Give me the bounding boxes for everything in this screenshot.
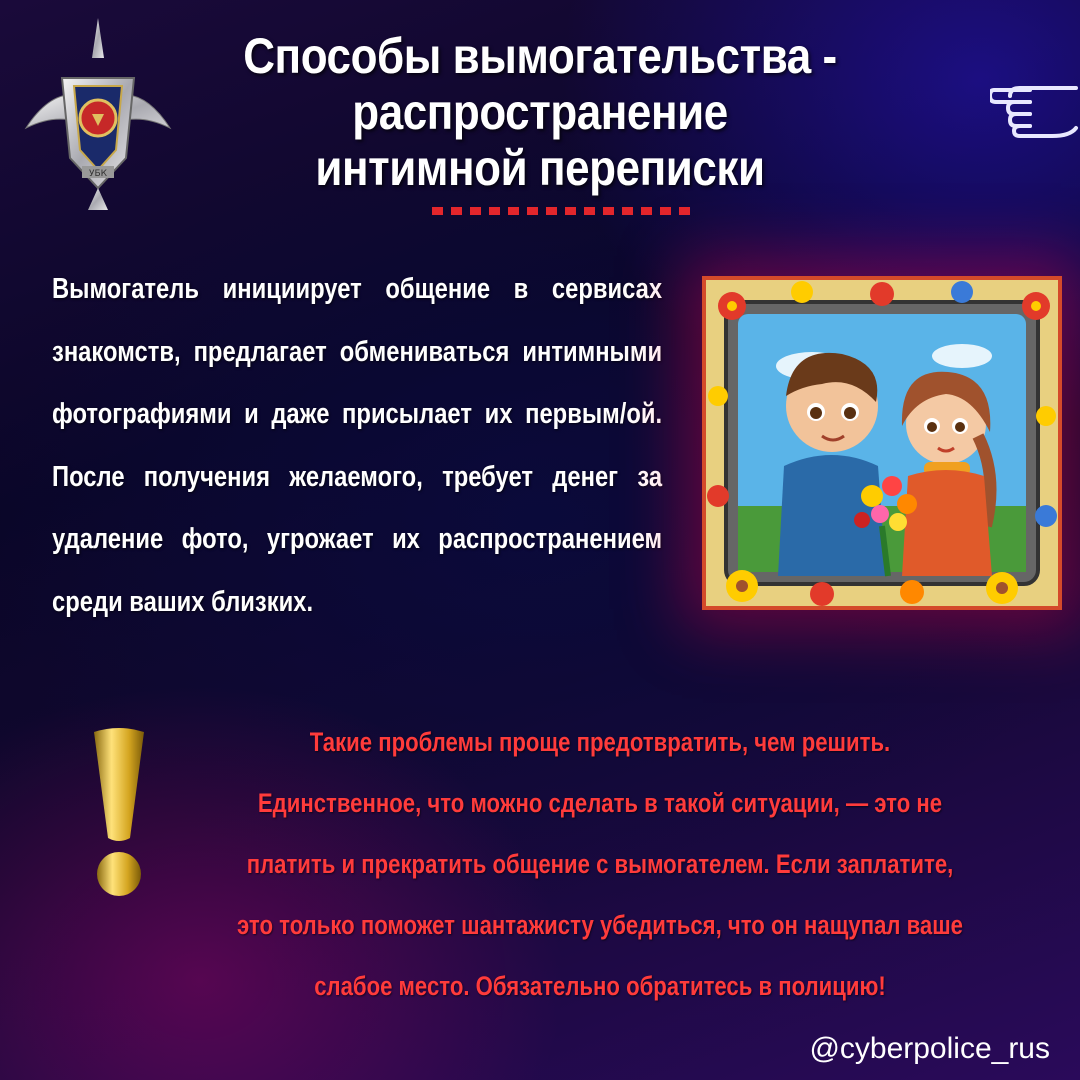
pointing-hand-icon — [990, 68, 1080, 138]
emblem-label: УБК — [88, 169, 108, 179]
warning-text: Такие проблемы проще предотвратить, чем решить. Единственное, что можно сделать в такой ситуации, — это не платить и прекратить общение с вымогателем. Если заплатите, это только поможет шантажисту убедиться, что он нащупал ваше слабое место. Обязательно обратитесь в полицию! — [236, 727, 964, 1001]
title-underline-dots — [432, 207, 690, 215]
description-paragraph: Вымогатель инициирует общение в сервисах знакомств, предлагает обмениваться интимными фотографиями и даже присылает их первым/ой. После получения желаемого, требует денег за удаление фото, угрожает их распространением среди ваших близких. — [52, 273, 663, 618]
police-emblem-icon — [22, 18, 174, 213]
social-handle: @cyberpolice_rus — [809, 1032, 1050, 1065]
children-with-flowers-illustration — [702, 276, 1062, 610]
exclamation-icon — [86, 726, 152, 898]
page-title: Способы вымогательства - распространение интимной переписки — [243, 28, 837, 196]
